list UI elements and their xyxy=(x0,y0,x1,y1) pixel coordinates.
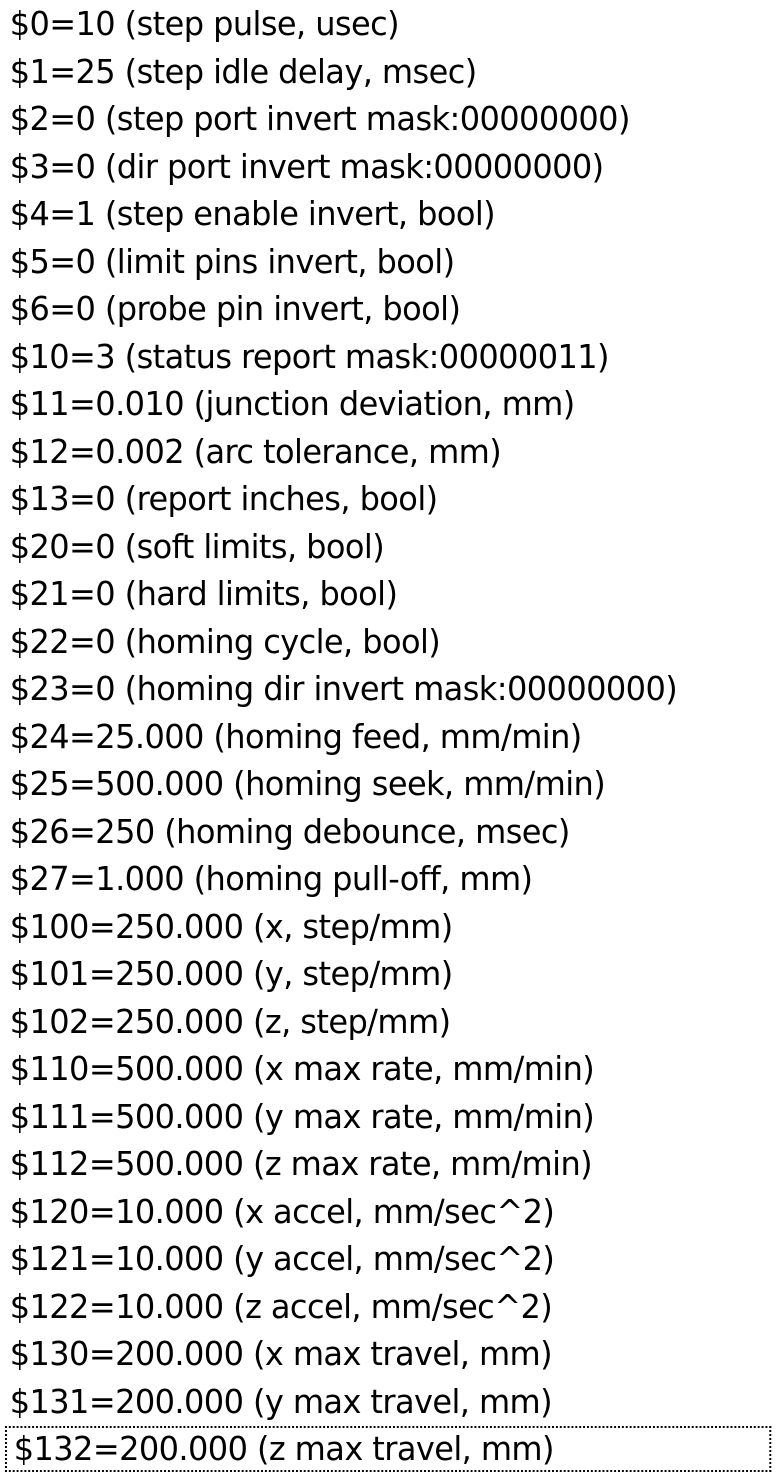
list-item-setting-25[interactable]: $25=500.000 (homing seek, mm/min) xyxy=(9,764,606,803)
list-item-setting-101[interactable]: $101=250.000 (y, step/mm) xyxy=(9,954,453,993)
list-item-setting-22[interactable]: $22=0 (homing cycle, bool) xyxy=(9,621,441,661)
list-item-setting-4[interactable]: $4=1 (step enable invert, bool) xyxy=(9,194,496,233)
list-item-setting-13[interactable]: $13=0 (report inches, bool) xyxy=(9,479,438,518)
list-item-setting-20[interactable]: $20=0 (soft limits, bool) xyxy=(9,526,385,566)
list-item-setting-11[interactable]: $11=0.010 (junction deviation, mm) xyxy=(9,384,575,423)
list-item-setting-132[interactable]: $132=200.000 (z max travel, mm) xyxy=(4,1425,772,1473)
list-item-setting-23[interactable]: $23=0 (homing dir invert mask:00000000) xyxy=(9,669,678,708)
list-item-setting-1[interactable]: $1=25 (step idle delay, msec) xyxy=(9,51,477,91)
list-item-setting-10[interactable]: $10=3 (status report mask:00000011) xyxy=(9,336,609,376)
list-item-setting-121[interactable]: $121=10.000 (y accel, mm/sec^2) xyxy=(9,1239,555,1278)
list-item-setting-27[interactable]: $27=1.000 (homing pull-off, mm) xyxy=(9,859,533,898)
list-item-setting-112[interactable]: $112=500.000 (z max rate, mm/min) xyxy=(9,1144,593,1183)
list-item-setting-12[interactable]: $12=0.002 (arc tolerance, mm) xyxy=(9,431,502,471)
list-item-setting-5[interactable]: $5=0 (limit pins invert, bool) xyxy=(9,241,455,281)
list-item-setting-130[interactable]: $130=200.000 (x max travel, mm) xyxy=(9,1334,553,1373)
list-item-setting-0[interactable]: $0=10 (step pulse, usec) xyxy=(9,4,400,43)
list-item-setting-6[interactable]: $6=0 (probe pin invert, bool) xyxy=(9,289,461,328)
list-item-setting-26[interactable]: $26=250 (homing debounce, msec) xyxy=(9,811,570,851)
list-item-setting-122[interactable]: $122=10.000 (z accel, mm/sec^2) xyxy=(9,1286,553,1326)
list-item-setting-3[interactable]: $3=0 (dir port invert mask:00000000) xyxy=(9,146,604,186)
list-item-setting-24[interactable]: $24=25.000 (homing feed, mm/min) xyxy=(9,716,582,756)
list-item-setting-111[interactable]: $111=500.000 (y max rate, mm/min) xyxy=(9,1096,595,1136)
list-item-setting-21[interactable]: $21=0 (hard limits, bool) xyxy=(9,574,398,613)
list-item-setting-100[interactable]: $100=250.000 (x, step/mm) xyxy=(9,906,453,946)
list-item-setting-102[interactable]: $102=250.000 (z, step/mm) xyxy=(9,1001,451,1041)
list-item-setting-2[interactable]: $2=0 (step port invert mask:00000000) xyxy=(9,99,630,138)
list-item-setting-110[interactable]: $110=500.000 (x max rate, mm/min) xyxy=(9,1049,595,1088)
list-item-setting-120[interactable]: $120=10.000 (x accel, mm/sec^2) xyxy=(9,1191,555,1231)
list-item-setting-131[interactable]: $131=200.000 (y max travel, mm) xyxy=(9,1381,553,1421)
